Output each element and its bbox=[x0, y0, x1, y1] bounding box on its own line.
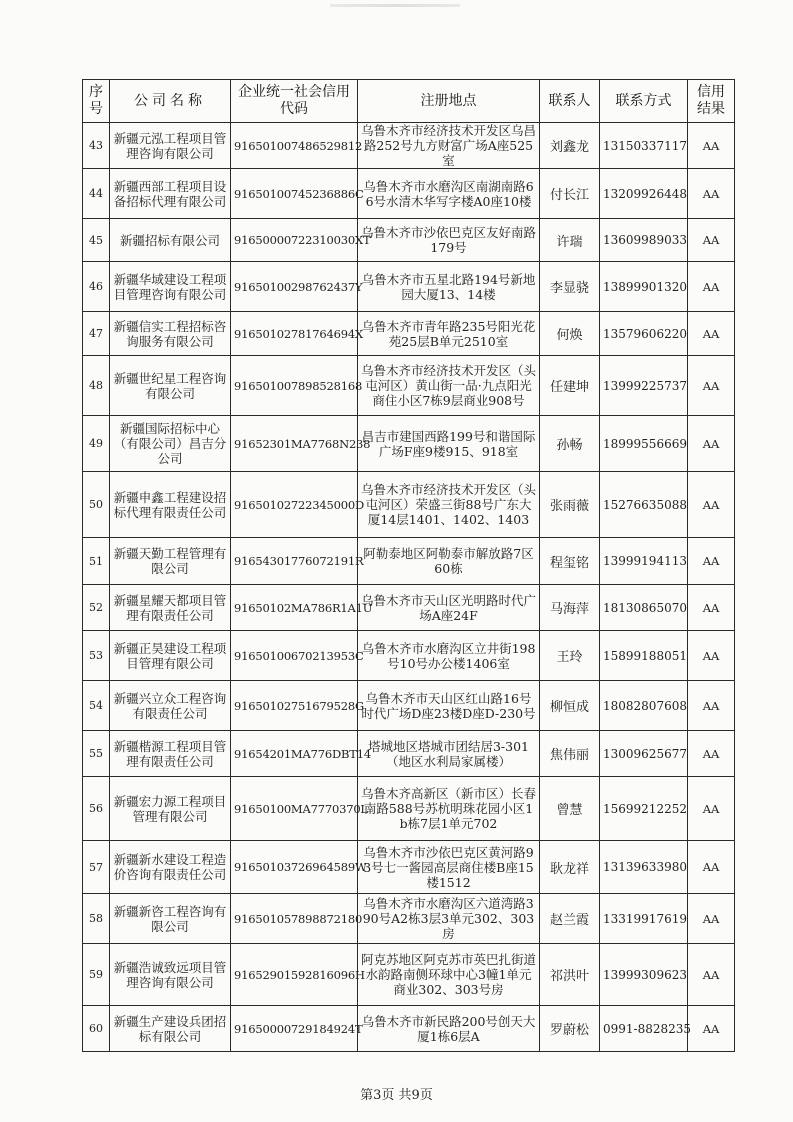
credit-result: AA bbox=[688, 777, 735, 841]
header-address: 注册地点 bbox=[358, 80, 540, 123]
table-row bbox=[83, 262, 735, 312]
header-contact-person: 联系人 bbox=[540, 80, 600, 123]
registered-address: 乌鲁木齐市经济技术开发区乌昌路252号九方财富广场A座525室 bbox=[358, 123, 540, 169]
company-name: 新疆星耀天都项目管理有限责任公司 bbox=[110, 585, 231, 631]
credit-code: 916501007486529812 bbox=[231, 123, 358, 169]
credit-result: AA bbox=[688, 219, 735, 262]
row-number: 54 bbox=[83, 681, 110, 731]
registered-address: 乌鲁木齐市沙依巴克区友好南路179号 bbox=[358, 219, 540, 262]
company-name: 新疆招标有限公司 bbox=[110, 219, 231, 262]
contact-phone: 13999225737 bbox=[600, 356, 688, 416]
registered-address: 塔城地区塔城市团结居3-301（地区水利局家属楼） bbox=[358, 731, 540, 777]
row-number: 55 bbox=[83, 731, 110, 777]
credit-result: AA bbox=[688, 631, 735, 681]
contact-phone: 18082807608 bbox=[600, 681, 688, 731]
credit-result-table bbox=[82, 79, 735, 1052]
credit-result: AA bbox=[688, 585, 735, 631]
contact-phone: 13609989033 bbox=[600, 219, 688, 262]
company-name: 新疆信实工程招标咨询服务有限公司 bbox=[110, 312, 231, 356]
credit-code: 91652901592816096H bbox=[231, 944, 358, 1006]
header-no: 序号 bbox=[83, 80, 110, 123]
contact-phone: 13150337117 bbox=[600, 123, 688, 169]
contact-phone: 15699212252 bbox=[600, 777, 688, 841]
credit-code: 916501007898528168 bbox=[231, 356, 358, 416]
credit-code: 91654201MA776DBT14 bbox=[231, 731, 358, 777]
credit-code: 91652301MA7768N238 bbox=[231, 416, 358, 472]
contact-person: 王玲 bbox=[540, 631, 600, 681]
company-name: 新疆正昊建设工程项目管理有限公司 bbox=[110, 631, 231, 681]
registered-address: 乌鲁木齐高新区（新市区）长春南路588号苏杭明珠花园小区1b栋7层1单元702 bbox=[358, 777, 540, 841]
contact-phone: 13999309623 bbox=[600, 944, 688, 1006]
contact-person: 赵兰霞 bbox=[540, 894, 600, 944]
table-row bbox=[83, 219, 735, 262]
table-row bbox=[83, 416, 735, 472]
table-row bbox=[83, 538, 735, 585]
credit-code: 91650100745236886C bbox=[231, 169, 358, 219]
table-row bbox=[83, 731, 735, 777]
contact-person: 张雨薇 bbox=[540, 472, 600, 538]
credit-code: 91650102MA786R1A1U bbox=[231, 585, 358, 631]
credit-result: AA bbox=[688, 169, 735, 219]
contact-phone: 13899901320 bbox=[600, 262, 688, 312]
table-row bbox=[83, 631, 735, 681]
row-number: 50 bbox=[83, 472, 110, 538]
company-name: 新疆楷源工程项目管理有限责任公司 bbox=[110, 731, 231, 777]
credit-code: 91654301776072191R bbox=[231, 538, 358, 585]
registered-address: 乌鲁木齐市经济技术开发区（头屯河区）荣盛三街88号广东大厦14层1401、1402、1403 bbox=[358, 472, 540, 538]
credit-result: AA bbox=[688, 1006, 735, 1052]
credit-result: AA bbox=[688, 841, 735, 894]
table-row bbox=[83, 312, 735, 356]
credit-result: AA bbox=[688, 944, 735, 1006]
row-number: 45 bbox=[83, 219, 110, 262]
table-row bbox=[83, 472, 735, 538]
contact-person: 焦伟丽 bbox=[540, 731, 600, 777]
scan-mark bbox=[330, 4, 460, 7]
company-name: 新疆国际招标中心（有限公司）昌吉分公司 bbox=[110, 416, 231, 472]
registered-address: 乌鲁木齐市沙依巴克区黄河路93号七一酱园高层商住楼B座15楼1512 bbox=[358, 841, 540, 894]
credit-code: 91650000722310030XT bbox=[231, 219, 358, 262]
credit-result: AA bbox=[688, 731, 735, 777]
credit-code: 91650000729184924T bbox=[231, 1006, 358, 1052]
registered-address: 乌鲁木齐市水磨沟区六道湾路390号A2栋3层3单元302、303房 bbox=[358, 894, 540, 944]
row-number: 49 bbox=[83, 416, 110, 472]
row-number: 48 bbox=[83, 356, 110, 416]
registered-address: 乌鲁木齐市新民路200号创天大厦1栋6层A bbox=[358, 1006, 540, 1052]
table-row bbox=[83, 1006, 735, 1052]
row-number: 57 bbox=[83, 841, 110, 894]
company-name: 新疆世纪星工程咨询有限公司 bbox=[110, 356, 231, 416]
contact-phone: 0991-8828235 bbox=[600, 1006, 688, 1052]
credit-result: AA bbox=[688, 472, 735, 538]
table-row bbox=[83, 944, 735, 1006]
row-number: 43 bbox=[83, 123, 110, 169]
contact-person: 柳恒成 bbox=[540, 681, 600, 731]
contact-person: 许瑞 bbox=[540, 219, 600, 262]
contact-person: 付长江 bbox=[540, 169, 600, 219]
credit-result: AA bbox=[688, 538, 735, 585]
contact-person: 曾慧 bbox=[540, 777, 600, 841]
row-number: 51 bbox=[83, 538, 110, 585]
contact-person: 程玺铭 bbox=[540, 538, 600, 585]
contact-person: 刘鑫龙 bbox=[540, 123, 600, 169]
contact-person: 祁洪叶 bbox=[540, 944, 600, 1006]
page-number: 第3页 共9页 bbox=[360, 1088, 433, 1103]
credit-code: 91650103726964589W bbox=[231, 841, 358, 894]
registered-address: 乌鲁木齐市经济技术开发区（头屯河区）黄山街一品·九点阳光商住小区7栋9层商业908号 bbox=[358, 356, 540, 416]
contact-person: 任建坤 bbox=[540, 356, 600, 416]
contact-phone: 13579606220 bbox=[600, 312, 688, 356]
registered-address: 乌鲁木齐市五星北路194号新地园大厦13、14楼 bbox=[358, 262, 540, 312]
row-number: 58 bbox=[83, 894, 110, 944]
credit-result: AA bbox=[688, 894, 735, 944]
registered-address: 阿勒泰地区阿勒泰市解放路7区60栋 bbox=[358, 538, 540, 585]
table-row bbox=[83, 681, 735, 731]
contact-phone: 13139633980 bbox=[600, 841, 688, 894]
company-name: 新疆生产建设兵团招标有限公司 bbox=[110, 1006, 231, 1052]
company-name: 新疆元泓工程项目管理咨询有限公司 bbox=[110, 123, 231, 169]
credit-result: AA bbox=[688, 356, 735, 416]
registered-address: 乌鲁木齐市天山区光明路时代广场A座24F bbox=[358, 585, 540, 631]
contact-person: 李显骁 bbox=[540, 262, 600, 312]
header-result: 信用结果 bbox=[688, 80, 735, 123]
contact-phone: 13319917619 bbox=[600, 894, 688, 944]
table-row bbox=[83, 894, 735, 944]
credit-code: 91650102722345000D bbox=[231, 472, 358, 538]
contact-person: 何焕 bbox=[540, 312, 600, 356]
contact-phone: 15276635088 bbox=[600, 472, 688, 538]
row-number: 52 bbox=[83, 585, 110, 631]
company-name: 新疆浩诚致远项目管理咨询有限公司 bbox=[110, 944, 231, 1006]
row-number: 53 bbox=[83, 631, 110, 681]
contact-phone: 13009625677 bbox=[600, 731, 688, 777]
contact-phone: 18130865070 bbox=[600, 585, 688, 631]
header-company-name: 公司名称 bbox=[110, 80, 231, 123]
company-name: 新疆兴立众工程咨询有限责任公司 bbox=[110, 681, 231, 731]
registered-address: 乌鲁木齐市水磨沟区立井街198号10号办公楼1406室 bbox=[358, 631, 540, 681]
row-number: 46 bbox=[83, 262, 110, 312]
row-number: 60 bbox=[83, 1006, 110, 1052]
registered-address: 乌鲁木齐市天山区红山路16号时代广场D座23楼D座D-230号 bbox=[358, 681, 540, 731]
company-name: 新疆西部工程项目设备招标代理有限公司 bbox=[110, 169, 231, 219]
credit-code: 91650100298762437Y bbox=[231, 262, 358, 312]
contact-phone: 13999194113 bbox=[600, 538, 688, 585]
credit-result: AA bbox=[688, 312, 735, 356]
credit-result: AA bbox=[688, 416, 735, 472]
registered-address: 乌鲁木齐市水磨沟区南湖南路66号水清木华写字楼A0座10楼 bbox=[358, 169, 540, 219]
header-phone: 联系方式 bbox=[600, 80, 688, 123]
company-name: 新疆新水建设工程造价咨询有限责任公司 bbox=[110, 841, 231, 894]
contact-phone: 15899188051 bbox=[600, 631, 688, 681]
company-name: 新疆申鑫工程建设招标代理有限责任公司 bbox=[110, 472, 231, 538]
contact-phone: 13209926448 bbox=[600, 169, 688, 219]
table-row bbox=[83, 585, 735, 631]
table-row bbox=[83, 777, 735, 841]
row-number: 47 bbox=[83, 312, 110, 356]
credit-code: 91650100MA7770370L bbox=[231, 777, 358, 841]
row-number: 59 bbox=[83, 944, 110, 1006]
row-number: 56 bbox=[83, 777, 110, 841]
contact-person: 罗蔚松 bbox=[540, 1006, 600, 1052]
registered-address: 乌鲁木齐市青年路235号阳光花苑25层B单元2510室 bbox=[358, 312, 540, 356]
credit-result: AA bbox=[688, 123, 735, 169]
table-header-row bbox=[83, 80, 735, 123]
contact-person: 耿龙祥 bbox=[540, 841, 600, 894]
contact-person: 孙畅 bbox=[540, 416, 600, 472]
credit-result: AA bbox=[688, 262, 735, 312]
credit-result: AA bbox=[688, 681, 735, 731]
company-name: 新疆华域建设工程项目管理咨询有限公司 bbox=[110, 262, 231, 312]
table-row bbox=[83, 356, 735, 416]
table-row bbox=[83, 123, 735, 169]
contact-person: 马海萍 bbox=[540, 585, 600, 631]
company-name: 新疆天勤工程管理有限公司 bbox=[110, 538, 231, 585]
company-name: 新疆新咨工程咨询有限公司 bbox=[110, 894, 231, 944]
header-credit-code: 企业统一社会信用代码 bbox=[231, 80, 358, 123]
row-number: 44 bbox=[83, 169, 110, 219]
credit-code: 91650102751679528G bbox=[231, 681, 358, 731]
credit-code: 916501057898872180 bbox=[231, 894, 358, 944]
table-row bbox=[83, 169, 735, 219]
credit-code: 91650102781764694X bbox=[231, 312, 358, 356]
registered-address: 昌吉市建国西路199号和谐国际广场F座9楼915、918室 bbox=[358, 416, 540, 472]
credit-code: 91650100670213953C bbox=[231, 631, 358, 681]
table-row bbox=[83, 841, 735, 894]
company-name: 新疆宏力源工程项目管理有限公司 bbox=[110, 777, 231, 841]
contact-phone: 18999556669 bbox=[600, 416, 688, 472]
registered-address: 阿克苏地区阿克苏市英巴扎街道水韵路南侧环球中心3幢1单元商业302、303号房 bbox=[358, 944, 540, 1006]
